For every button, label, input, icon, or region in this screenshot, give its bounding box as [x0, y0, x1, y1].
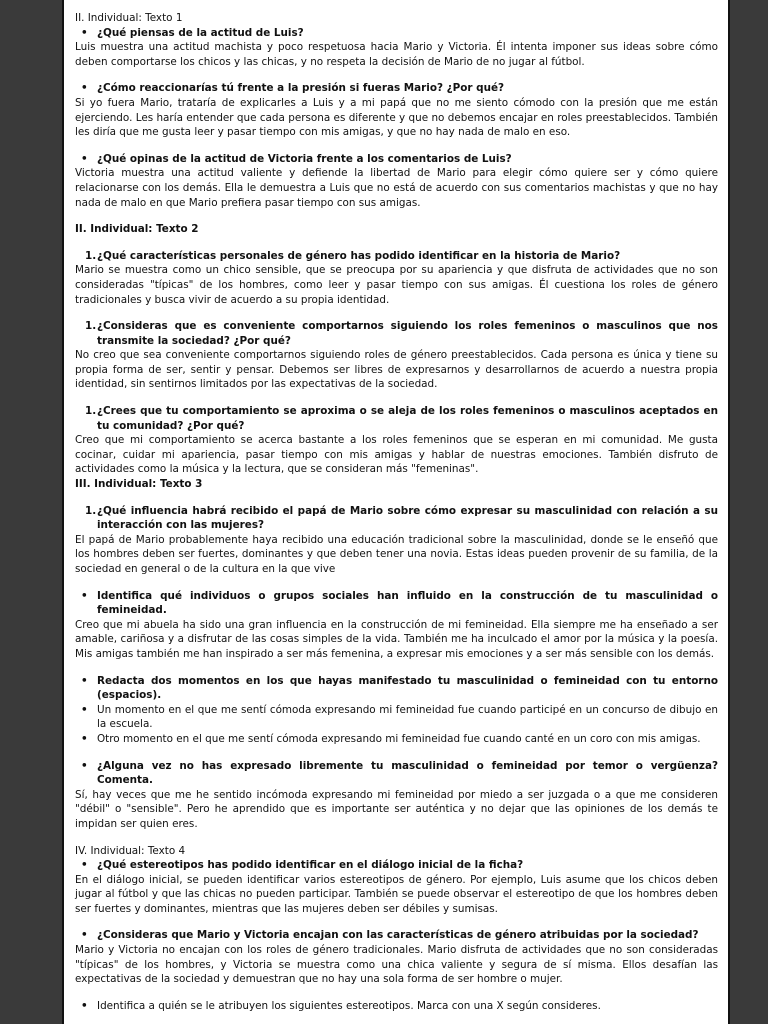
list-number: 1. [85, 249, 97, 262]
answer: El papá de Mario probablemente haya recibido una educación tradicional sobre la masculinidad, donde se le enseñó que los hombres deben ser fuertes, dominantes y que deben tener una novia. Estas ideas pueden provenir de su familia, de la sociedad en general o de la cultura en la que vive [75, 533, 718, 575]
answer: Creo que mi comportamiento se acerca bastante a los roles femeninos que se esperan en mi comunidad. Me gusta cocinar, cuidar mi apariencia, pasar tiempo con mis amigas y hablar de nuestras emociones. También disfruto de actividades como la música y la lectura, que se consideran más "femeninas". [75, 434, 718, 476]
question: • ¿Consideras que Mario y Victoria encajan con las características de género atribuidas por la sociedad? [75, 928, 718, 943]
question: • ¿Qué estereotipos has podido identificar en el diálogo inicial de la ficha? [75, 858, 718, 873]
question-text: ¿Consideras que es conveniente comportarnos siguiendo los roles femeninos o masculinos que nos transmite la sociedad? ¿Por qué? [97, 320, 718, 347]
answer: En el diálogo inicial, se pueden identificar varios estereotipos de género. Por ejemplo, Luis asume que los chicos deben jugar al fútbol y que las chicas no pueden participar. También se puede observar el estereotipo de que los hombres deben ser fuertes y dominantes, mientras que las mujeres deben ser débiles y sumisas. [75, 873, 718, 915]
question: • ¿Cómo reaccionarías tú frente a la presión si fueras Mario? ¿Por qué? [75, 81, 718, 96]
answer: Mario y Victoria no encajan con los roles de género tradicionales. Mario disfruta de actividades que no son consideradas "típicas" de los hombres, y Victoria se muestra como una chica valiente y segura de sí misma. Ellos desafían las expectativas de la sociedad y demuestran que no hay una sola forma de ser hombre o mujer. [75, 944, 718, 986]
numbered-question [75, 319, 718, 348]
answer: Si yo fuera Mario, trataría de explicarles a Luis y a mi papá que no me siento cómodo con la presión que me están ejerciendo. Les haría entender que cada persona es diferente y que no debemos encajar en roles preestablecidos. También les diría que me gusta leer y pasar tiempo con mis amigas, y que no hay nada de malo en eso. [75, 96, 718, 139]
spacer [75, 140, 718, 152]
list-number: 1. [85, 504, 97, 517]
spacer [75, 916, 718, 928]
numbered-question [75, 249, 718, 264]
answer-list-item: • Un momento en el que me sentí cómoda expresando mi femineidad fue cuando participé en un concurso de dibujo en la escuela. [75, 703, 718, 732]
question-text: ¿Qué características personales de género has podido identificar en la historia de Mario? [97, 249, 621, 262]
document-page [62, 0, 730, 1024]
spacer [75, 577, 718, 589]
list-number: 1. [85, 405, 97, 418]
spacer [75, 307, 718, 319]
section-title-texto-1: II. Individual: Texto 1 [75, 12, 183, 24]
document-content [75, 11, 718, 1013]
question: • Redacta dos momentos en los que hayas manifestado tu masculinidad o femineidad con tu entorno (espacios). [75, 674, 718, 703]
answer: Victoria muestra una actitud valiente y defiende la libertad de Mario para elegir cómo quiere ser y cómo quiere relacionarse con los demás. Ella le demuestra a Luis que no está de acuerdo con sus comentarios machistas y que no hay nada de malo en que Mario prefiera pasar tiempo con sus amigas. [75, 167, 718, 209]
section-title-texto-3: III. Individual: Texto 3 [75, 478, 203, 491]
numbered-question [75, 504, 718, 533]
spacer [75, 662, 718, 674]
section-title-texto-4: IV. Individual: Texto 4 [75, 844, 186, 857]
section-title-texto-2: II. Individual: Texto 2 [75, 223, 199, 236]
question: • ¿Qué piensas de la actitud de Luis? [75, 26, 718, 41]
question: • ¿Alguna vez no has expresado libremente tu masculinidad o femineidad por temor o vergüenza? Comenta. [75, 759, 718, 788]
instruction-list-item: • Identifica a quién se le atribuyen los siguientes estereotipos. Marca con una X según consideres. [75, 999, 718, 1014]
question-text: ¿Qué influencia habrá recibido el papá de Mario sobre cómo expresar su masculinidad con relación a su interacción con las mujeres? [97, 504, 718, 532]
list-number: 1. [85, 320, 97, 333]
question: • Identifica qué individuos o grupos sociales han influido en la construcción de tu masculinidad o femineidad. [75, 589, 718, 618]
answer: No creo que sea conveniente comportarnos siguiendo roles de género preestablecidos. Cada persona es única y tiene su propia forma de ser, sentir y pensar. Debemos ser libres de expresarnos y desarrollarnos de acuerdo a nuestra propia identidad, sin sentirnos limitados por las expectativas de la sociedad. [75, 349, 718, 391]
question-text: ¿Crees que tu comportamiento se aproxima o se aleja de los roles femeninos o masculinos aceptados en tu comunidad? ¿Por qué? [97, 405, 718, 432]
answer: Luis muestra una actitud machista y poco respetuosa hacia Mario y Victoria. Él intenta imponer sus ideas sobre cómo deben comportarse los chicos y las chicas, y no respeta la decisión de Mario de no jugar al fútbol. [75, 41, 718, 68]
spacer [75, 987, 718, 999]
question: • ¿Qué opinas de la actitud de Victoria frente a los comentarios de Luis? [75, 152, 718, 167]
spacer [75, 69, 718, 81]
spacer [75, 832, 718, 844]
answer: Creo que mi abuela ha sido una gran influencia en la construcción de mi femineidad. Ella siempre me ha enseñado a ser amable, cariñosa y a disfrutar de las cosas simples de la vida. También me ha inculcado el amor por la música y la poesía. Mis amigas también me han inspirado a ser más femenina, a expresar mis emociones y a ser más sensible con los demás. [75, 618, 718, 660]
spacer [75, 210, 718, 222]
spacer [75, 747, 718, 759]
numbered-question [75, 404, 718, 433]
answer: Mario se muestra como un chico sensible, que se preocupa por su apariencia y que disfruta de actividades que no son consideradas "típicas" de los hombres, como leer y pasar tiempo con sus amigas. Él cuestiona los roles de género tradicionales y busca vivir de acuerdo a su propia identidad. [75, 264, 718, 306]
spacer [75, 392, 718, 404]
spacer [75, 492, 718, 504]
answer-list-item: • Otro momento en el que me sentí cómoda expresando mi femineidad fue cuando canté en un coro con mis amigas. [75, 732, 718, 747]
spacer [75, 237, 718, 249]
answer: Sí, hay veces que me he sentido incómoda expresando mi femineidad por miedo a ser juzgada o a que me consideren "débil" o "sensible". Pero he aprendido que es importante ser auténtica y no dejar que las opiniones de los demás te impidan ser quien eres. [75, 788, 718, 830]
